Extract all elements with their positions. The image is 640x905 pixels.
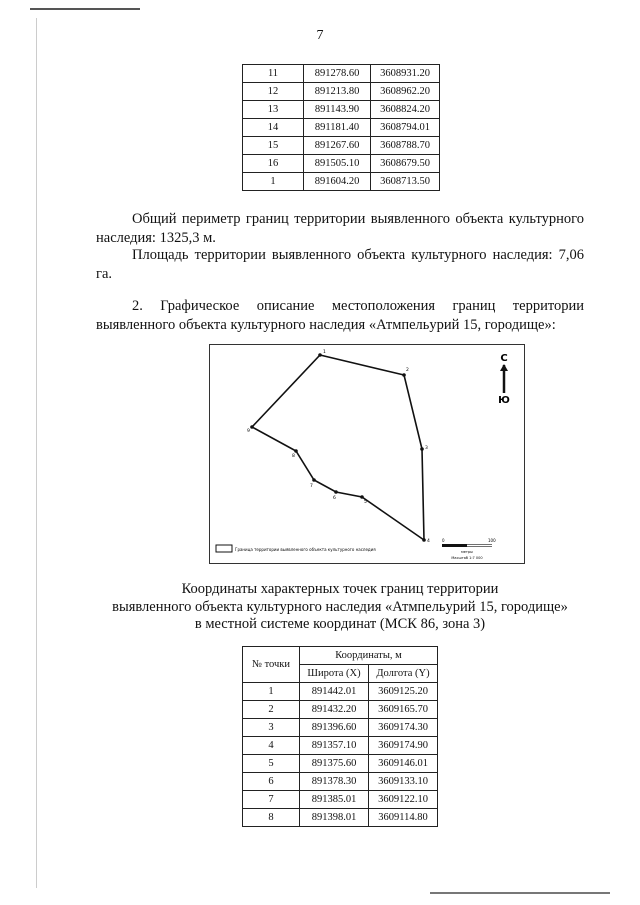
longitude-cell: 3609133.10 [369, 773, 438, 791]
boundary-point-label: 7 [310, 484, 313, 489]
latitude-cell: 891375.60 [300, 755, 369, 773]
point-number-cell: 1 [243, 173, 304, 191]
coords-caption-line3: в местной системе координат (МСК 86, зона 3) [194, 616, 486, 632]
legend-swatch [216, 545, 232, 552]
boundary-point-marker [422, 538, 426, 542]
coords-caption-line1: Координаты характерных точек границ территории [181, 581, 499, 597]
table-row [243, 773, 438, 791]
table-row [243, 719, 438, 737]
latitude-cell: 891143.90 [304, 101, 371, 119]
boundary-point-marker [402, 373, 406, 377]
longitude-cell: 3608824.20 [371, 101, 440, 119]
table-row [243, 155, 440, 173]
header-latitude: Широта (X) [300, 665, 369, 683]
point-number-cell: 1 [243, 683, 300, 701]
header-coordinates: Координаты, м [300, 647, 438, 665]
perimeter-paragraph [96, 210, 584, 248]
scale-unit: метры [461, 550, 473, 554]
point-number-cell: 3 [243, 719, 300, 737]
point-number-cell: 14 [243, 119, 304, 137]
coordinates-table [242, 646, 438, 827]
latitude-cell: 891604.20 [304, 173, 371, 191]
table-row [243, 683, 438, 701]
table-row [243, 173, 440, 191]
boundary-point-marker [420, 447, 424, 451]
longitude-cell: 3609122.10 [369, 791, 438, 809]
point-number-cell: 6 [243, 773, 300, 791]
point-number-cell: 13 [243, 101, 304, 119]
scan-artifact-left [36, 18, 37, 888]
longitude-cell: 3608679.50 [371, 155, 440, 173]
boundary-point-label: 6 [333, 496, 336, 501]
coords-caption-line2: выявленного объекта культурного наследия «Атмпельурий 15, городище» [112, 599, 568, 615]
table-row [243, 755, 438, 773]
longitude-cell: 3609146.01 [369, 755, 438, 773]
header-longitude: Долгота (Y) [369, 665, 438, 683]
boundary-point-label: 3 [425, 446, 428, 451]
point-number-cell: 8 [243, 809, 300, 827]
point-number-cell: 5 [243, 755, 300, 773]
area-paragraph [96, 246, 584, 284]
table-row [243, 119, 440, 137]
table-row [243, 791, 438, 809]
latitude-cell: 891398.01 [300, 809, 369, 827]
boundary-point-marker [312, 478, 316, 482]
boundary-point-marker [294, 449, 298, 453]
longitude-cell: 3608931.20 [371, 65, 440, 83]
longitude-cell: 3609174.90 [369, 737, 438, 755]
point-number-cell: 4 [243, 737, 300, 755]
scan-artifact-bottom [430, 892, 610, 894]
point-number-cell: 11 [243, 65, 304, 83]
coordinates-table-header [243, 647, 438, 683]
latitude-cell: 891385.01 [300, 791, 369, 809]
table-row [243, 809, 438, 827]
latitude-cell: 891432.20 [300, 701, 369, 719]
coordinates-table-continued [242, 64, 440, 191]
table-row [243, 737, 438, 755]
longitude-cell: 3609165.70 [369, 701, 438, 719]
table-row [243, 137, 440, 155]
latitude-cell: 891378.30 [300, 773, 369, 791]
point-number-cell: 16 [243, 155, 304, 173]
section2-text: 2. Графическое описание местоположения границ территории выявленного объекта культурного наследия «Атмпельурий 15, городище»: [96, 298, 584, 333]
point-number-cell: 12 [243, 83, 304, 101]
boundary-point-label: 5 [364, 500, 367, 505]
boundary-point-marker [360, 495, 364, 499]
legend-text: Граница территории выявленного объекта культурного наследия [235, 547, 376, 552]
latitude-cell: 891442.01 [300, 683, 369, 701]
north-arrow-head [500, 364, 508, 371]
perimeter-text: Общий периметр границ территории выявленного объекта культурного наследия: 1325,3 м. [96, 211, 584, 246]
boundary-point-marker [334, 490, 338, 494]
table-row [243, 701, 438, 719]
header-point-number: № точки [243, 647, 300, 683]
latitude-cell: 891181.40 [304, 119, 371, 137]
section2-paragraph [96, 297, 584, 335]
area-text: Площадь территории выявленного объекта культурного наследия: 7,06 га. [96, 247, 584, 282]
top-table-body [243, 65, 440, 191]
scale-right-label: 100 [488, 538, 496, 543]
boundary-point-label: 8 [292, 454, 295, 459]
boundary-point-label: 9 [247, 429, 250, 434]
latitude-cell: 891278.60 [304, 65, 371, 83]
scale-bar [442, 538, 496, 560]
longitude-cell: 3609125.20 [369, 683, 438, 701]
latitude-cell: 891267.60 [304, 137, 371, 155]
map-legend [216, 545, 376, 552]
boundary-point-marker [250, 425, 254, 429]
latitude-cell: 891213.80 [304, 83, 371, 101]
table-row [243, 83, 440, 101]
point-number-cell: 7 [243, 791, 300, 809]
longitude-cell: 3608962.20 [371, 83, 440, 101]
boundary-point-label: 2 [406, 368, 409, 373]
latitude-cell: 891357.10 [300, 737, 369, 755]
territory-boundary [252, 355, 424, 540]
longitude-cell: 3608788.70 [371, 137, 440, 155]
boundary-point-label: 4 [427, 539, 430, 544]
scale-bar-segment [467, 545, 492, 547]
longitude-cell: 3609114.80 [369, 809, 438, 827]
latitude-cell: 891396.60 [300, 719, 369, 737]
latitude-cell: 891505.10 [304, 155, 371, 173]
north-label: С [500, 353, 508, 364]
boundary-map [209, 344, 525, 564]
boundary-point-marker [318, 353, 322, 357]
point-number-cell: 2 [243, 701, 300, 719]
boundary-points [247, 349, 430, 544]
boundary-map-drawing [210, 345, 524, 563]
south-label: Ю [498, 395, 510, 406]
boundary-point-label: 1 [323, 350, 326, 355]
table-row [243, 101, 440, 119]
table-row [243, 65, 440, 83]
longitude-cell: 3608713.50 [371, 173, 440, 191]
longitude-cell: 3608794.01 [371, 119, 440, 137]
point-number-cell: 15 [243, 137, 304, 155]
page-number: 7 [316, 28, 324, 43]
scan-artifact-top [30, 8, 140, 10]
scale-left-label: 0 [442, 538, 445, 543]
longitude-cell: 3609174.30 [369, 719, 438, 737]
scale-text: Масштаб 1:7 000 [451, 556, 483, 560]
north-arrow [498, 353, 510, 406]
bottom-table-body [243, 683, 438, 827]
